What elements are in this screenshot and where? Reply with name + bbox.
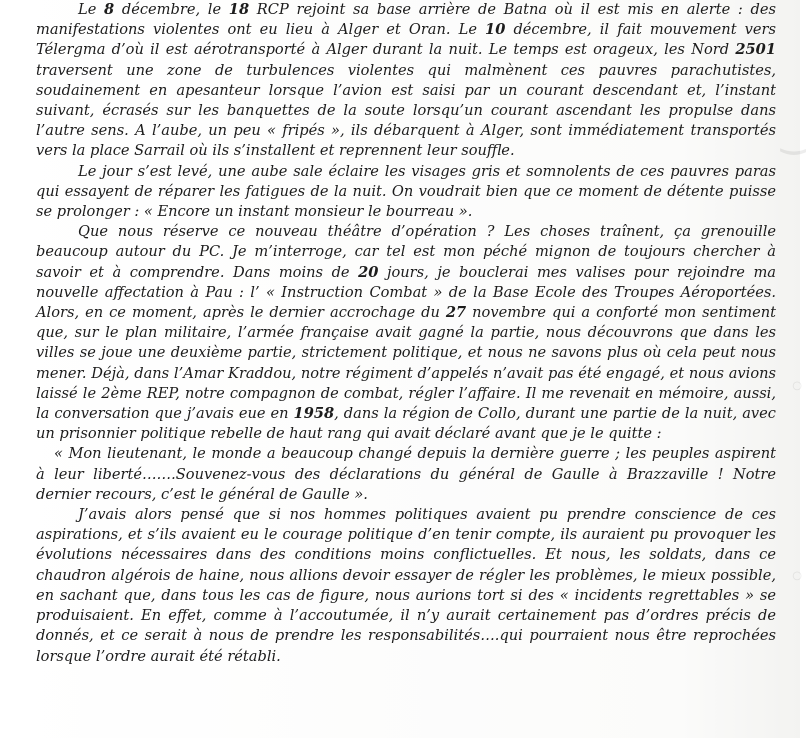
emphasized-number: 10 — [485, 21, 506, 39]
emphasized-number: 2501 — [735, 41, 776, 59]
text-run: décembre, il fait mouvement vers Télergma d’où il est aérotransporté à Alger durant la nuit. Le temps est orageux, les Nord — [36, 21, 776, 59]
emphasized-number: 18 — [228, 1, 250, 18]
text-body — [36, 0, 776, 667]
emphasized-number: 8 — [104, 1, 115, 18]
text-run: RCP rejoint sa base arrière de Batna où il est mis en alerte : des manifestations violentes ont eu lieu à Alger et Oran. Le — [36, 1, 777, 39]
paragraph-3 — [36, 222, 776, 444]
paragraph-1 — [36, 0, 776, 162]
text-run: J’avais alors pensé que si nos hommes politiques avaient pu prendre conscience de ces aspirations, et s’ils avaient eu le courage politique d’en tenir compte, ils auraient pu provoquer les évolutions nécessaires dans des conditions moins conflictuelles. Et nous, les soldats, dans ce chaudron algérois de haine, nous allions devoir essayer de régler les problèmes, le mieux possible, en sachant que, dans tous les cas de figure, nous aurions tort si des « incidents regrettables » se produisaient. En effet, comme à l’accoutumée, il n’y aurait certainement pas d’ordres précis de donnés, et ce serait à nous de prendre les responsabilités….qui pourraient nous être reprochées lorsque l’ordre aurait été rétabli. — [36, 506, 776, 665]
text-run: , dans la région de Collo, durant une partie de la nuit, avec un prisonnier politique rebelle de haut rang qui avait déclaré avant que je le quitte : — [36, 405, 776, 443]
paragraph-5 — [36, 505, 776, 667]
bleed-through-mark: ‿ — [781, 120, 806, 155]
text-run: jours, je bouclerai mes valises pour rejoindre ma nouvelle affectation à Pau : l’ « Instruction Combat » de la Base Ecole des Troupes Aéroportées. Alors, en ce moment, après le dernier accrochage du — [36, 263, 776, 322]
text-run: Que nous réserve ce nouveau théâtre d’opération ? Les choses traînent, ça grenouille beaucoup autour du PC. Je m’interroge, car tel est mon péché mignon de toujours chercher à savoir et à comprendre. Dans moins de — [36, 223, 776, 281]
text-run: « Mon lieutenant, le monde a beaucoup changé depuis la dernière guerre ; les peuples aspirent à leur liberté…….Souvenez-vous des déclarations du général de Gaulle à Brazzaville ! Notre dernier recours, c’est le général de Gaulle ». — [36, 445, 776, 503]
emphasized-number: 1958 — [293, 405, 335, 423]
text-run: traversent une zone de turbulences violentes qui malmènent ces pauvres parachutistes, soudainement en apesanteur lorsque l’avion est saisi par un courant descendant et, l’instant suivant, écrasés sur les banquettes de la soute lorsqu’un courant ascendant les propulse dans l’autre sens. A l’aube, un peu « fripés », ils débarquent à Alger, sont immédiatement transportés vers la place Sarrail où ils s’installent et reprennent leur souffle. — [36, 61, 776, 160]
text-run: Le — [78, 1, 105, 18]
text-run: décembre, le — [114, 1, 229, 18]
emphasized-number: 20 — [358, 263, 379, 281]
emphasized-number: 27 — [445, 304, 467, 322]
text-run: Le jour s’est levé, une aube sale éclaire les visages gris et somnolents de ces pauvres paras qui essayent de réparer les fatigues de la nuit. On voudrait bien que ce moment de détente puisse se prolonger : « Encore un instant monsieur le bourreau ». — [36, 162, 776, 221]
paragraph-4-quote — [36, 444, 776, 505]
text-run: novembre qui a conforté mon sentiment que, sur le plan militaire, l’armée française avait gagné la partie, nous découvrons que dans les villes se joue une deuxième partie, strictement politique, et nous ne savons plus où cela peut nous mener. Déjà, dans l’Amar Kraddou, notre régiment d’appelés n’avait pas été engagé, et nous avions laissé le 2ème REP, notre compagnon de combat, régler l’affaire. Il me revenait en mémoire, aussi, la conversation que j’avais eue en — [36, 304, 776, 423]
paragraph-2 — [36, 162, 776, 223]
bleed-through-mark: ◦ — [788, 560, 806, 595]
bleed-through-mark: ◦ — [788, 370, 806, 405]
